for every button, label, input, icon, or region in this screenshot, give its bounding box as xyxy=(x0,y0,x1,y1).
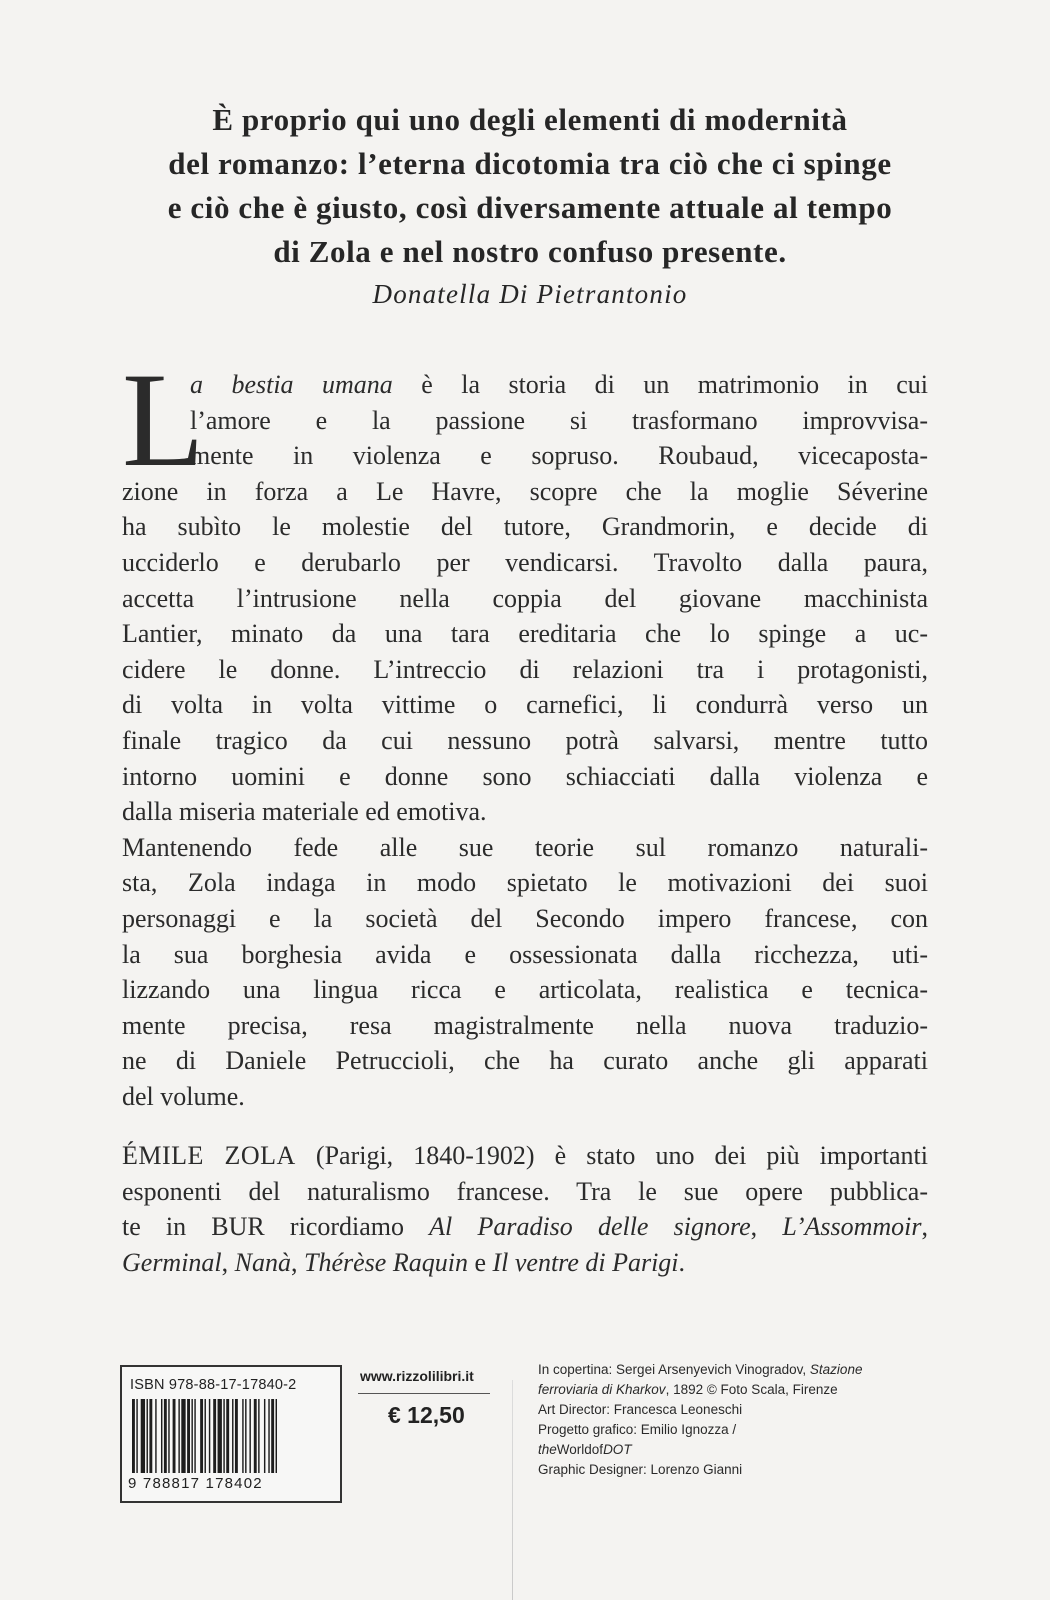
isbn-barcode-box xyxy=(120,1365,342,1503)
synopsis-line: mente precisa, resa magistralmente nella nuova traduzio- xyxy=(122,1010,928,1040)
synopsis-line: zione in forza a Le Havre, scopre che la moglie Séverine xyxy=(122,476,928,506)
credit-italic: DOT xyxy=(603,1442,632,1457)
synopsis-line: intorno uomini e donne sono schiacciati dalla violenza e xyxy=(122,761,928,791)
barcode-bar xyxy=(232,1399,233,1473)
synopsis-line: dalla miseria materiale ed emotiva. xyxy=(122,797,487,827)
author-bio xyxy=(122,1138,928,1280)
barcode-bar xyxy=(218,1399,222,1473)
synopsis-line: Lantier, minato da una tara ereditaria che lo spinge a uc- xyxy=(122,619,928,649)
divider xyxy=(358,1393,490,1394)
synopsis-line: mente in violenza e sopruso. Roubaud, vicecaposta- xyxy=(190,441,928,471)
barcode-bar xyxy=(194,1399,195,1473)
barcode-bar xyxy=(268,1399,269,1473)
barcode-bar xyxy=(235,1399,238,1473)
work-title: Il ventre di Parigi xyxy=(492,1247,679,1277)
barcode-bar xyxy=(178,1399,179,1473)
credit-italic: the xyxy=(538,1442,557,1457)
barcode-bar xyxy=(242,1399,243,1473)
bio-text: , xyxy=(750,1212,783,1242)
credit-line xyxy=(538,1380,918,1400)
barcode-bar xyxy=(213,1399,216,1473)
drop-cap: L xyxy=(122,346,205,495)
bio-line xyxy=(122,1209,928,1245)
barcode-bar xyxy=(209,1399,210,1473)
synopsis-line: accetta l’intrusione nella coppia del giovane macchinista xyxy=(122,583,928,613)
barcode-bar xyxy=(155,1399,156,1473)
synopsis-line: ucciderlo e derubarlo per vendicarsi. Travolto dalla paura, xyxy=(122,547,928,577)
barcode-bar xyxy=(223,1399,224,1473)
synopsis-line: l’amore e la passione si trasformano improvvisa- xyxy=(190,405,928,435)
cover-credits xyxy=(538,1360,918,1480)
barcode-bar xyxy=(254,1399,257,1473)
credit-line: Graphic Designer: Lorenzo Gianni xyxy=(538,1462,743,1477)
epigraph-quote xyxy=(120,98,940,316)
synopsis-line: Mantenendo fede alle sue teorie sul romanzo naturali- xyxy=(122,832,928,862)
work-title: Germinal xyxy=(122,1247,222,1277)
bio-text: . xyxy=(678,1247,686,1277)
barcode-icon xyxy=(132,1399,330,1473)
synopsis-line: cidere le donne. L’intreccio di relazioni tra i protagonisti, xyxy=(122,654,928,684)
publisher-website: www.rizzolilibri.it xyxy=(360,1368,474,1384)
quote-line: È proprio qui uno degli elementi di modernità xyxy=(212,102,848,137)
bio-line: esponenti del naturalismo francese. Tra le sue opere pubblica- xyxy=(122,1176,928,1206)
barcode-bar xyxy=(245,1399,246,1473)
bio-text: te in BUR ricordiamo xyxy=(122,1212,430,1242)
quote-line: del romanzo: l’eterna dicotomia tra ciò che ci spinge xyxy=(168,146,892,181)
bio-line xyxy=(122,1138,928,1174)
credit-italic: ferroviaria di Kharkov xyxy=(538,1382,666,1397)
bio-line xyxy=(122,1245,928,1281)
barcode-bar xyxy=(258,1399,259,1473)
book-synopsis xyxy=(122,346,928,1114)
work-title: Al Paradiso delle signore xyxy=(429,1212,751,1242)
barcode-bar xyxy=(200,1399,203,1473)
synopsis-line: la sua borghesia avida e ossessionata dalla ricchezza, uti- xyxy=(122,939,928,969)
synopsis-line xyxy=(122,367,928,403)
barcode-bar xyxy=(191,1399,192,1473)
barcode-bar xyxy=(132,1399,135,1473)
synopsis-line: finale tragico da cui nessuno potrà salvarsi, mentre tutto xyxy=(122,725,928,755)
bio-text: (Parigi, 1840-1902) è stato uno dei più importanti xyxy=(295,1141,928,1170)
barcode-bar xyxy=(276,1399,277,1473)
barcode-bar xyxy=(271,1399,274,1473)
bio-text: , xyxy=(921,1212,929,1242)
bio-text: , xyxy=(221,1247,235,1277)
synopsis-line: lizzando una lingua ricca e articolata, realistica e tecnica- xyxy=(122,975,928,1005)
credit-italic: Stazione xyxy=(809,1362,863,1377)
barcode-bar xyxy=(205,1399,206,1473)
synopsis-text: è la storia di un matrimonio in cui xyxy=(392,370,928,399)
quote-line: e ciò che è giusto, così diversamente attuale al tempo xyxy=(167,190,893,225)
credit-line: Art Director: Francesca Leoneschi xyxy=(538,1402,743,1417)
bio-text: e xyxy=(467,1247,493,1277)
barcode-bar xyxy=(149,1399,152,1473)
barcode-bar xyxy=(181,1399,185,1473)
synopsis-line: ne di Daniele Petruccioli, che ha curato anche gli apparati xyxy=(122,1046,928,1076)
credit-line xyxy=(538,1360,918,1380)
barcode-bar xyxy=(161,1399,162,1473)
quote-line: di Zola e nel nostro confuso presente. xyxy=(273,234,787,269)
author-name: ÉMILE ZOLA xyxy=(122,1141,296,1170)
credit-line: Progetto grafico: Emilio Ignozza / xyxy=(538,1422,737,1437)
credit-text: Worldof xyxy=(556,1442,604,1457)
barcode-bar xyxy=(226,1399,229,1473)
ean-digits: 9 788817 178402 xyxy=(128,1475,263,1492)
work-title: Nanà xyxy=(234,1247,292,1277)
synopsis-line: ha subìto le molestie del tutore, Grandmorin, e decide di xyxy=(122,512,928,542)
barcode-bar xyxy=(141,1399,145,1473)
isbn-label: ISBN 978-88-17-17840-2 xyxy=(130,1377,297,1393)
credit-line xyxy=(538,1440,918,1460)
bio-text: , xyxy=(291,1247,305,1277)
synopsis-line: del volume. xyxy=(122,1081,245,1111)
price: € 12,50 xyxy=(388,1402,465,1428)
barcode-bar xyxy=(147,1399,148,1473)
barcode-bar xyxy=(164,1399,167,1473)
barcode-bar xyxy=(173,1399,176,1473)
cover-crease xyxy=(512,1380,513,1600)
book-title-italic: a bestia umana xyxy=(190,370,393,399)
barcode-bar xyxy=(168,1399,169,1473)
synopsis-line: di volta in volta vittime o carnefici, li condurrà verso un xyxy=(122,690,928,720)
work-title: Thérèse Raquin xyxy=(304,1247,468,1277)
work-title: L’Assommoir xyxy=(782,1212,922,1242)
quote-author: Donatella Di Pietrantonio xyxy=(372,279,688,309)
synopsis-line: personaggi e la società del Secondo impero francese, con xyxy=(122,903,928,933)
synopsis-line: sta, Zola indaga in modo spietato le motivazioni dei suoi xyxy=(122,868,928,898)
barcode-bar xyxy=(187,1399,190,1473)
credit-text: , 1892 © Foto Scala, Firenze xyxy=(665,1382,838,1397)
barcode-bar xyxy=(136,1399,137,1473)
barcode-bar xyxy=(249,1399,250,1473)
credit-text: In copertina: Sergei Arsenyevich Vinogradov, xyxy=(538,1362,810,1377)
barcode-bar xyxy=(264,1399,265,1473)
